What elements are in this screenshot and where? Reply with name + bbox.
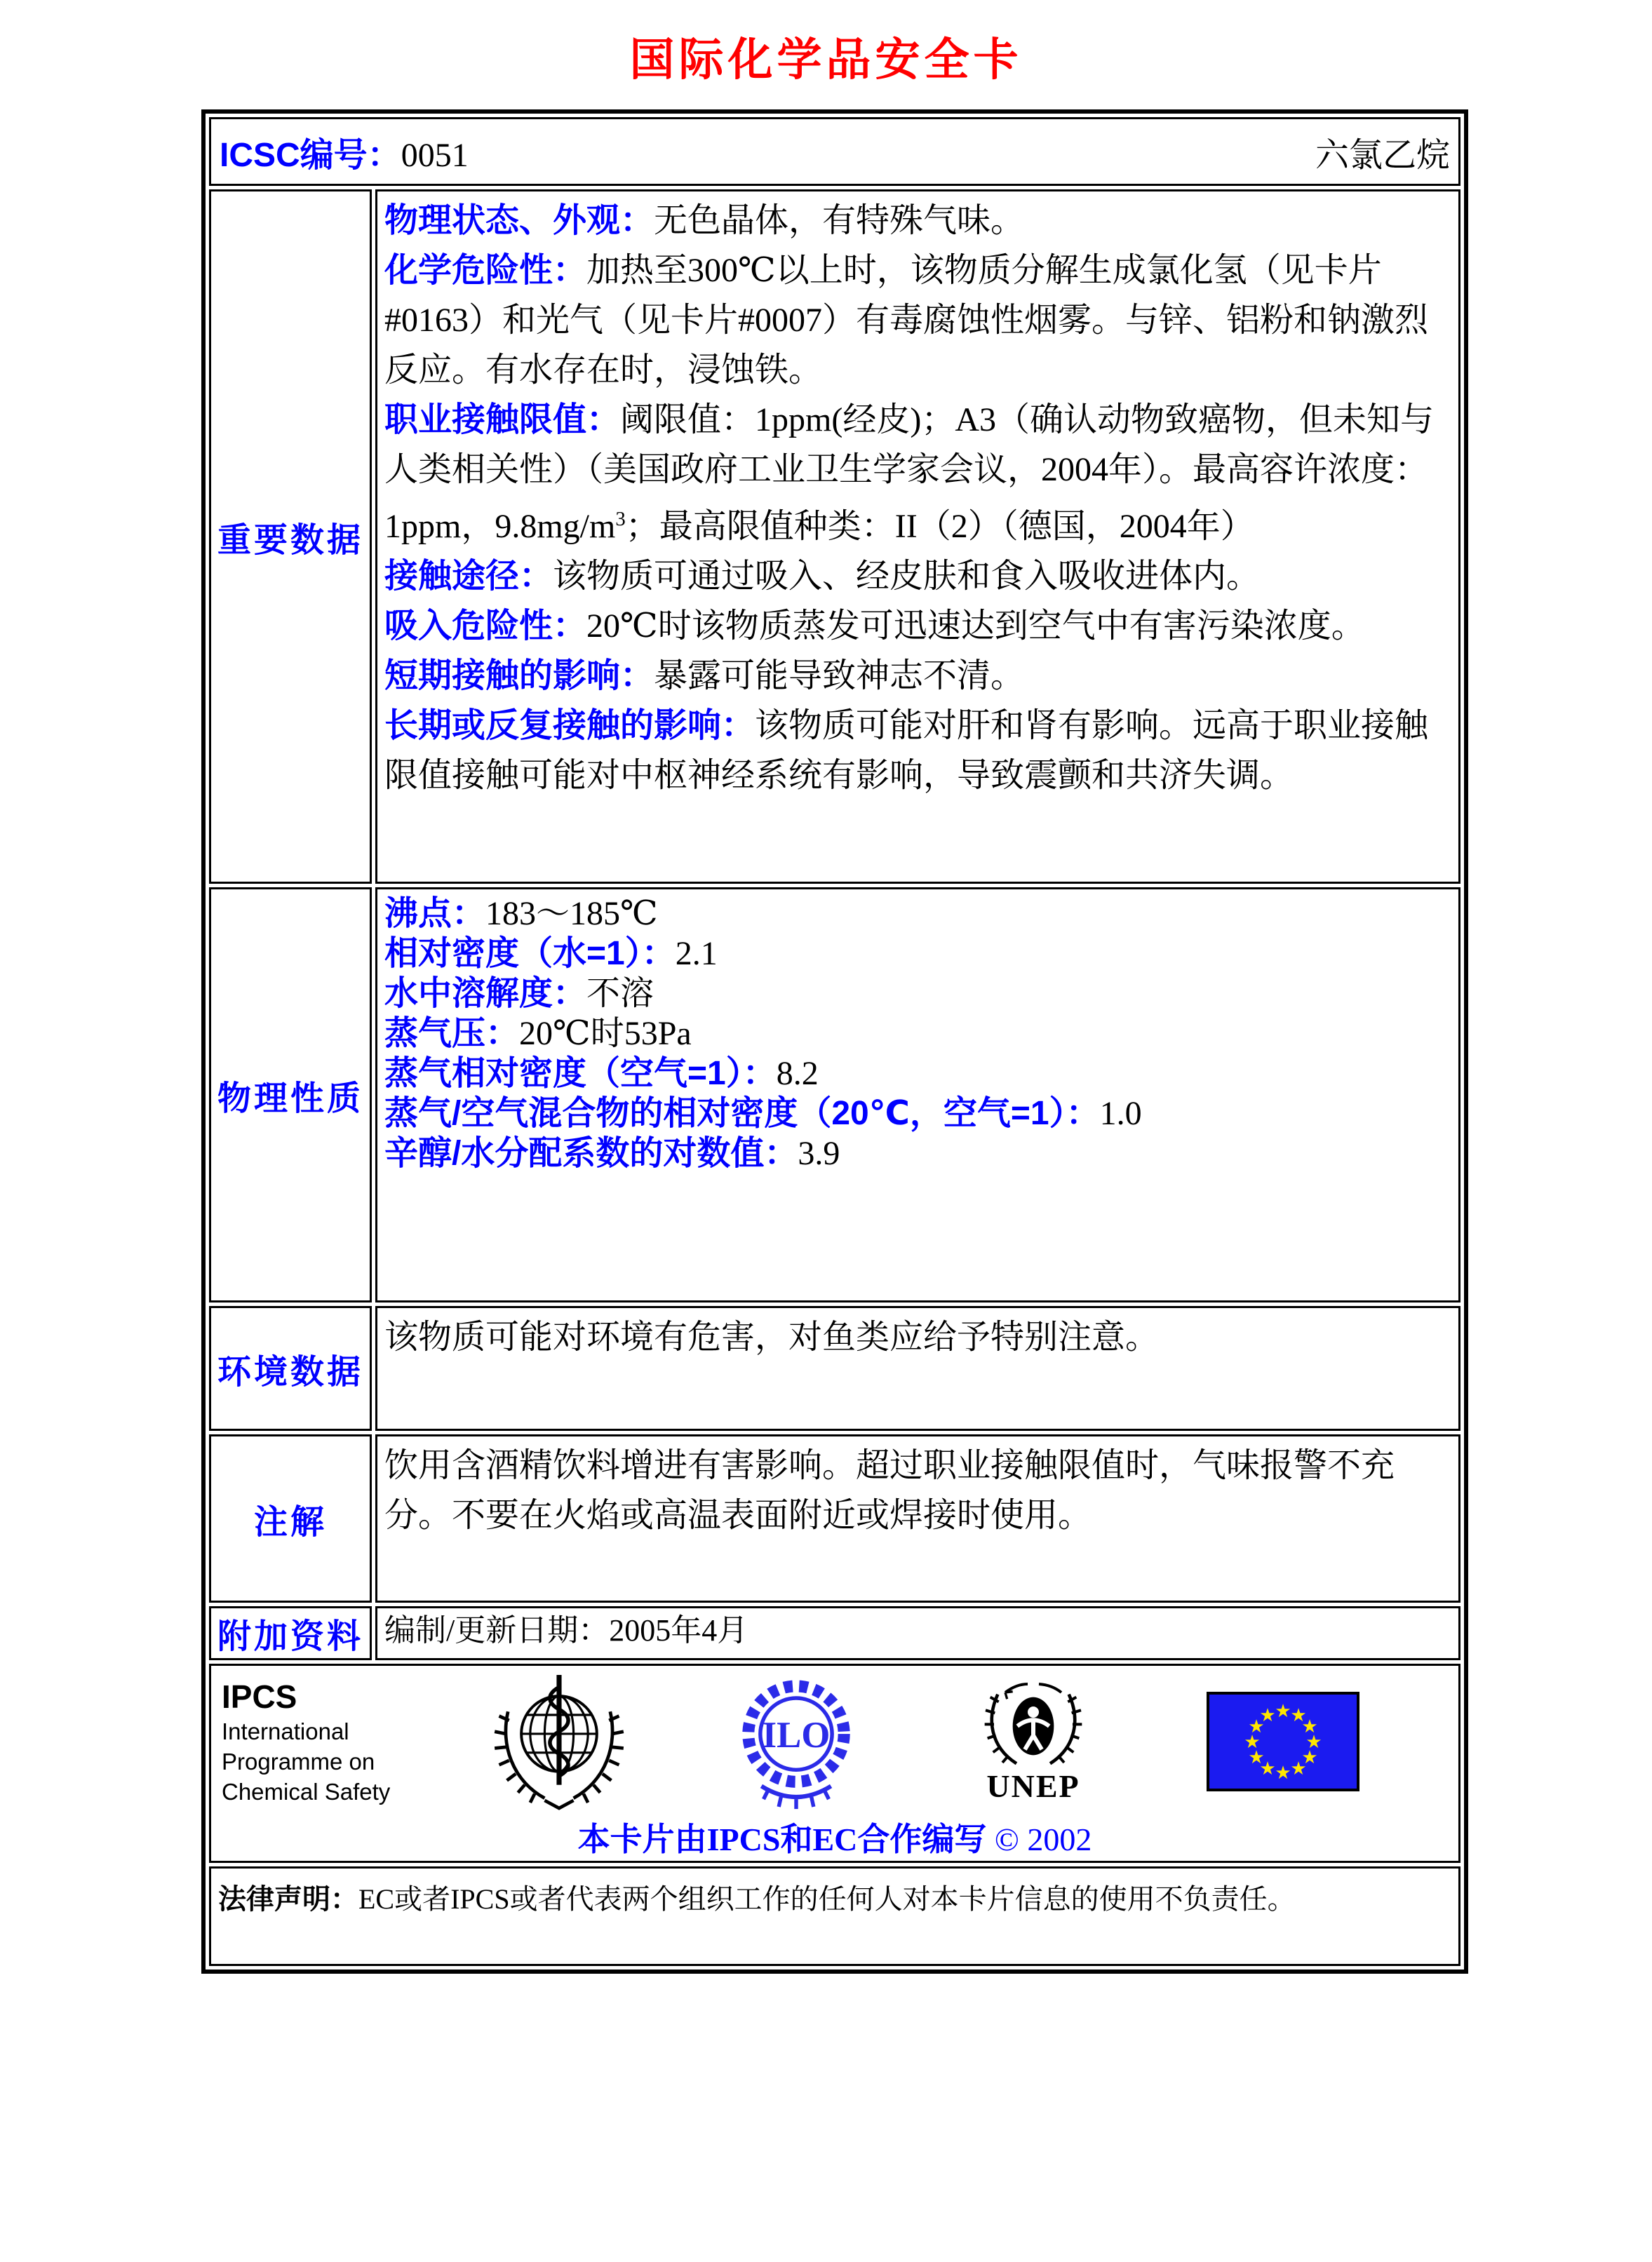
property-value: 183～185℃ xyxy=(485,895,658,932)
important-item xyxy=(384,551,1451,601)
property-value: 1.0 xyxy=(1099,1095,1142,1132)
property-label: 蒸气压： xyxy=(384,1015,520,1052)
who-logo-icon xyxy=(492,1669,626,1814)
additional-info-row xyxy=(209,1606,1460,1660)
ilo-label: ILO xyxy=(762,1714,831,1756)
property-value: 该物质可能对肝和肾有影响。远高于职业接触限值接触可能对中枢神经系统有影响，导致震颤和共济失调。 xyxy=(384,707,1429,794)
property-label: 水中溶解度： xyxy=(384,975,587,1012)
environment-content xyxy=(375,1306,1460,1431)
legal-row xyxy=(209,1866,1460,1966)
section-title-physical: 物理性质 xyxy=(209,887,372,1302)
property-label: 化学危险性： xyxy=(384,252,587,289)
property-value: 加热至300℃以上时，该物质分解生成氯化氢（见卡片#0163）和光气（见卡片#0007）有毒腐蚀性烟雾。与锌、铝粉和钠激烈反应。有水存在时，浸蚀铁。 xyxy=(384,252,1429,389)
property-label: 吸入危险性： xyxy=(384,607,587,645)
section-title-additional: 附加资料 xyxy=(209,1606,372,1660)
svg-text:★: ★ xyxy=(1301,1716,1318,1737)
property-value: 暴露可能导致神志不清。 xyxy=(654,657,1025,694)
property-value: 8.2 xyxy=(776,1055,819,1092)
environment-row xyxy=(209,1306,1460,1431)
additional-info-content xyxy=(375,1606,1460,1660)
property-value: 3.9 xyxy=(798,1135,840,1172)
caption-text: 本卡片由IPCS和EC合作编写 xyxy=(577,1822,987,1857)
unep-label: UNEP xyxy=(986,1768,1080,1804)
notes-text: 饮用含酒精饮料增进有害影响。超过职业接触限值时，气味报警不充分。不要在火焰或高温表面附近或焊接时使用。 xyxy=(384,1447,1395,1534)
important-item xyxy=(384,395,1451,551)
physical-properties-content xyxy=(375,887,1460,1302)
svg-text:★: ★ xyxy=(1259,1758,1276,1779)
property-label: 长期或反复接触的影响： xyxy=(384,707,756,744)
safety-card-table xyxy=(201,109,1468,1974)
section-title-environment: 环境数据 xyxy=(209,1306,372,1431)
copyright-text: © 2002 xyxy=(994,1822,1092,1857)
notes-row xyxy=(209,1434,1460,1603)
eu-flag-icon xyxy=(1207,1692,1359,1791)
unep-logo-icon xyxy=(977,1681,1089,1771)
property-label: 物理状态、外观： xyxy=(384,202,654,239)
ipcs-acronym: IPCS xyxy=(222,1678,297,1715)
physical-item xyxy=(384,934,1451,974)
property-label: 短期接触的影响： xyxy=(384,657,654,694)
ipcs-line: Chemical Safety xyxy=(222,1778,391,1805)
physical-item xyxy=(384,974,1451,1014)
property-value: 20℃时53Pa xyxy=(519,1015,692,1052)
section-title-notes: 注解 xyxy=(209,1434,372,1603)
property-label: 辛醇/水分配系数的对数值： xyxy=(384,1135,798,1172)
important-item xyxy=(384,196,1451,245)
cooperation-caption xyxy=(212,1814,1458,1860)
physical-item xyxy=(384,1093,1451,1133)
ipcs-line: Programme on xyxy=(222,1748,375,1775)
logos-row xyxy=(209,1664,1460,1863)
physical-item xyxy=(384,1133,1451,1173)
svg-text:★: ★ xyxy=(1290,1758,1307,1779)
svg-text:★: ★ xyxy=(1244,1732,1261,1753)
svg-text:★: ★ xyxy=(1275,1701,1291,1722)
section-title-important: 重要数据 xyxy=(209,189,372,884)
important-data-row xyxy=(209,189,1460,884)
additional-info-text: 编制/更新日期：2005年4月 xyxy=(384,1613,748,1648)
svg-text:★: ★ xyxy=(1248,1716,1265,1737)
icsc-number-group xyxy=(220,128,469,176)
notes-content xyxy=(375,1434,1460,1603)
icsc-label: ICSC编号： xyxy=(220,136,401,174)
property-label: 接触途径： xyxy=(384,558,553,595)
important-data-content xyxy=(375,189,1460,884)
important-item xyxy=(384,245,1451,395)
svg-text:★: ★ xyxy=(1259,1705,1276,1726)
page-title: 国际化学品安全卡 xyxy=(629,34,1023,85)
ilo-logo-icon xyxy=(731,1671,861,1812)
property-value: 无色晶体，有特殊气味。 xyxy=(654,202,1025,239)
property-label: 沸点： xyxy=(384,895,486,932)
legal-label: 法律声明： xyxy=(218,1884,358,1915)
icsc-number: 0051 xyxy=(401,136,469,174)
property-value: 不溶 xyxy=(586,975,654,1012)
logos-cell xyxy=(209,1664,1460,1863)
property-value: 2.1 xyxy=(675,935,718,972)
svg-text:★: ★ xyxy=(1301,1747,1318,1768)
physical-item xyxy=(384,1053,1451,1093)
property-label: 职业接触限值： xyxy=(384,401,621,438)
property-label: 蒸气/空气混合物的相对密度（20℃，空气=1）： xyxy=(384,1095,1100,1132)
important-item xyxy=(384,651,1451,701)
important-item xyxy=(384,601,1451,651)
physical-item xyxy=(384,894,1451,934)
svg-text:★: ★ xyxy=(1305,1732,1322,1753)
environment-text: 该物质可能对环境有危害，对鱼类应给予特别注意。 xyxy=(384,1319,1160,1356)
property-label: 相对密度（水=1）： xyxy=(384,935,676,972)
physical-item xyxy=(384,1014,1451,1053)
svg-text:★: ★ xyxy=(1290,1705,1307,1726)
svg-text:★: ★ xyxy=(1275,1763,1291,1784)
ipcs-line: International xyxy=(222,1718,349,1744)
property-value: 阈限值：1ppm(经皮)；A3（确认动物致癌物，但未知与人类相关性）（美国政府工业卫生学家会议，2004年）。最高容许浓度：1ppm，9.8mg/m xyxy=(384,401,1434,545)
chemical-name: 六氯乙烷 xyxy=(1315,136,1450,174)
header-row xyxy=(209,117,1460,186)
svg-text:★: ★ xyxy=(1248,1747,1265,1768)
property-label: 蒸气相对密度（空气=1）： xyxy=(384,1055,777,1092)
unep-logo xyxy=(977,1681,1089,1803)
property-value: 20℃时该物质蒸发可迅速达到空气中有害污染浓度。 xyxy=(586,607,1365,645)
superscript: 3 xyxy=(615,508,626,530)
important-item xyxy=(384,701,1451,800)
property-value: ；最高限值种类：II（2）（德国，2004年） xyxy=(625,508,1254,545)
ipcs-text-block xyxy=(222,1677,408,1807)
physical-properties-row xyxy=(209,887,1460,1302)
legal-cell xyxy=(209,1866,1460,1966)
property-value: 该物质可通过吸入、经皮肤和食入吸收进体内。 xyxy=(553,558,1261,595)
header-cell xyxy=(209,117,1460,186)
legal-text: EC或者IPCS或者代表两个组织工作的任何人对本卡片信息的使用不负责任。 xyxy=(358,1883,1296,1915)
